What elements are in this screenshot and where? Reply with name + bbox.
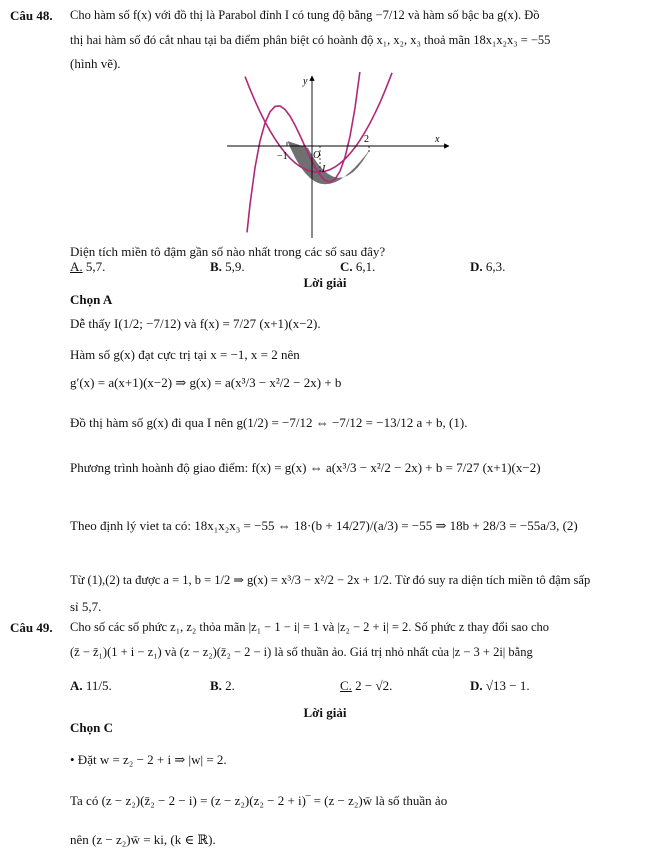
option-text: 2 − √2. [351, 678, 393, 693]
q48-option-a [70, 259, 105, 275]
q48-option-c [340, 259, 375, 275]
tick-label-minus1: −1 [277, 151, 288, 162]
q48-step7: Từ (1),(2) ta được a = 1, b = 1/2 ⇒ g(x) = x³/3 − x²/2 − 2x + 1/2. Từ đó suy ra diện tích miền tô đậm sấp [70, 573, 591, 587]
q48-step2: Hàm số g(x) đạt cực trị tại x = −1, x = 2 nên [70, 347, 300, 362]
option-letter: B. [210, 678, 222, 693]
option-letter: A. [70, 259, 83, 274]
q48-step3: g′(x) = a(x+1)(x−2) ⇒ g(x) = a(x³/3 − x²/2 − 2x) + b [70, 375, 342, 390]
option-letter: D. [470, 259, 483, 274]
option-letter: B. [210, 259, 222, 274]
q49-step1: • Đặt w = z₂ − 2 + i ⇒ |w| = 2. [70, 752, 227, 767]
q49-line2: (z̄ − z̄₁)(1 + i − z₁) và (z − z₂)(z̄₂ − 2 − i) là số thuần ảo. Giá trị nhỏ nhất của |z − 3 + 2i| bằng [70, 645, 533, 659]
q48-step4: Đồ thị hàm số g(x) đi qua I nên g(1/2) = −7/12 ⇔ −7/12 = −13/12 a + b, (1). [70, 415, 468, 430]
q49-step2: Ta có (z − z₂)(z̄₂ − 2 − i) = (z − z₂)(z₂ − 2 + i)‾ = (z − z₂)w̄ là số thuần ảo [70, 793, 448, 808]
q48-solution-title: Lời giải [303, 275, 347, 290]
q48-step6: Theo định lý viet ta có: 18x₁x₂x₃ = −55 ⇔ 18·(b + 14/27)/(a/3) = −55 ⇒ 18b + 28/3 = −55a/3, (2) [70, 518, 578, 533]
q49-option-c [340, 678, 392, 694]
y-axis-label: y [303, 76, 308, 87]
option-text: 11/5. [82, 678, 112, 693]
q48-option-b [210, 259, 245, 275]
option-letter: C. [340, 678, 352, 693]
x-axis-label: x [435, 134, 440, 145]
q49-line1: Cho số các số phức z₁, z₂ thỏa mãn |z₁ − 1 − i| = 1 và |z₂ − 2 + i| = 2. Số phức z thay đổi sao cho [70, 620, 550, 634]
q49-solution-title: Lời giải [303, 705, 347, 720]
q49-option-a [70, 678, 112, 694]
q48-line2: thị hai hàm số đó cắt nhau tại ba điểm phân biệt có hoành độ x₁, x₂, x₃ thoả mãn 18x₁x₂x₃ = −55 [70, 33, 551, 47]
q48-step5: Phương trình hoành độ giao điểm: f(x) = g(x) ⇔ a(x³/3 − x²/2 − 2x) + b = 7/27 (x+1)(x−2) [70, 460, 541, 475]
option-text: 6,1. [352, 259, 376, 274]
option-letter: A. [70, 678, 83, 693]
shaded-region [288, 138, 376, 184]
option-letter: D. [470, 678, 483, 693]
q49-step3: nên (z − z₂)w̄ = ki, (k ∈ ℝ). [70, 832, 216, 847]
option-letter: C. [340, 259, 353, 274]
origin-label: O [313, 150, 321, 161]
q48-line3: (hình vẽ). [70, 56, 121, 71]
vertex-label: I [322, 164, 326, 175]
q48-line1: Cho hàm số f(x) với đồ thị là Parabol đỉnh I có tung độ bằng −7/12 và hàm số bậc ba g(x). Đồ [70, 8, 540, 22]
option-text: 2. [221, 678, 235, 693]
q48-choose: Chọn A [70, 292, 113, 307]
q49-option-b [210, 678, 235, 694]
option-text: 5,9. [221, 259, 245, 274]
q48-prompt: Diện tích miền tô đậm gần số nào nhất trong các số sau đây? [70, 244, 386, 259]
q48-option-d [470, 259, 505, 275]
tick-label-2: 2 [364, 134, 369, 145]
q49-label: Câu 49. [10, 620, 53, 635]
q48-step8: sỉ 5,7. [70, 599, 102, 614]
option-text: 5,7. [82, 259, 106, 274]
option-text: 6,3. [482, 259, 506, 274]
option-text: √13 − 1. [482, 678, 530, 693]
q48-graph [225, 72, 460, 240]
q49-choose: Chọn C [70, 720, 113, 735]
q48-step1: Dễ thấy I(1/2; −7/12) và f(x) = 7/27 (x+1)(x−2). [70, 316, 321, 331]
q48-label: Câu 48. [10, 8, 53, 23]
q49-option-d [470, 678, 530, 694]
